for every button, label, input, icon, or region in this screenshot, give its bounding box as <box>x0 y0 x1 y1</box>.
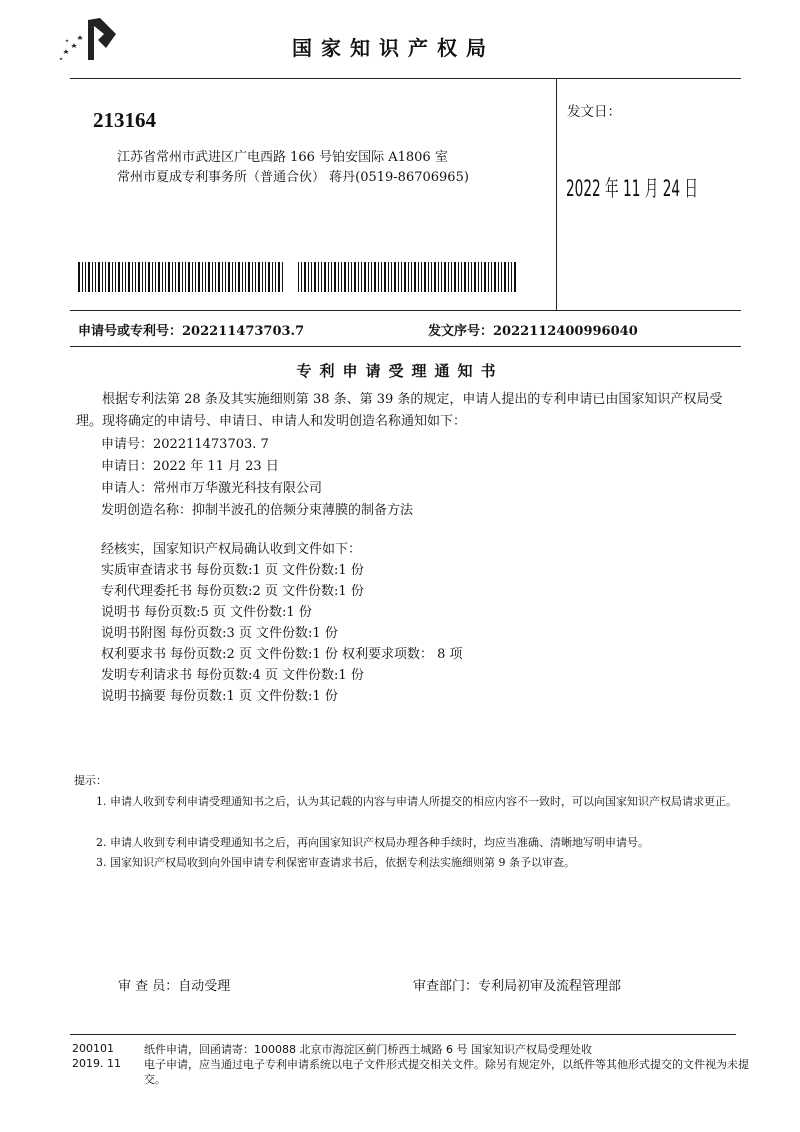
serial-number-value: 2022112400996040 <box>493 324 638 339</box>
tip-item: 3. 国家知识产权局收到向外国申请专利保密审查请求书后，依据专利法实施细则第 9 条予以审查。 <box>96 856 575 869</box>
agency-line: 常州市夏成专利事务所（普通合伙） 蒋丹(0519-86706965) <box>117 170 469 185</box>
list-item: 说明书 每份页数:5 页 文件份数:1 份 <box>101 605 312 620</box>
list-item: 实质审查请求书 每份页数:1 页 文件份数:1 份 <box>101 563 364 578</box>
intro-paragraph: 根据专利法第 28 条及其实施细则第 38 条、第 39 条的规定，申请人提出的专利申请已由国家知识产权局受理。现将确定的申请号、申请日、申请人和发明创造名称通知如下： <box>76 392 723 429</box>
send-date-label: 发文日： <box>567 104 621 120</box>
form-date: 2019. 11 <box>72 1057 121 1070</box>
column-divider <box>556 78 557 310</box>
list-item: 说明书附图 每份页数:3 页 文件份数:1 份 <box>101 626 338 641</box>
barcode-right <box>298 262 518 292</box>
serial-number-row <box>428 320 638 339</box>
received-intro: 经核实，国家知识产权局确认收到文件如下： <box>101 542 362 557</box>
received-documents <box>101 539 463 707</box>
office-name: 国家知识产权局 <box>292 36 495 60</box>
field-invention-title: 发明创造名称：抑制半波孔的倍频分束薄膜的制备方法 <box>101 503 414 518</box>
cnipa-logo <box>58 14 124 64</box>
application-number-label: 申请号或专利号： <box>78 324 183 339</box>
list-item: 权利要求书 每份页数:2 页 文件份数:1 份 权利要求项数： 8 项 <box>101 647 463 662</box>
list-item: 发明专利请求书 每份页数:4 页 文件份数:1 份 <box>101 668 364 683</box>
electronic-submission-note: 电子申请，应当通过电子专利申请系统以电子文件形式提交相关文件。除另有规定外，以纸件等其他形式提交的文件视为未提交。 <box>144 1058 749 1086</box>
address-line: 江苏省常州市武进区广电西路 166 号铂安国际 A1806 室 <box>117 150 448 165</box>
list-item: 专利代理委托书 每份页数:2 页 文件份数:1 份 <box>101 584 364 599</box>
field-applicant: 申请人：常州市万华激光科技有限公司 <box>101 481 323 496</box>
application-number-row <box>78 320 304 339</box>
notice-title: 专利申请受理通知书 <box>296 362 504 380</box>
application-number-value: 202211473703.7 <box>182 324 305 339</box>
footer-rule <box>70 1034 736 1035</box>
tips-label: 提示： <box>74 774 107 787</box>
serial-number-label: 发文序号： <box>428 324 494 339</box>
tip-item: 1. 申请人收到专利申请受理通知书之后，认为其记载的内容与申请人所提交的相应内容不一致时，可以向国家知识产权局请求更正。 <box>96 795 737 808</box>
tip-item: 2. 申请人收到专利申请受理通知书之后，再向国家知识产权局办理各种手续时，均应当准确、清晰地写明申请号。 <box>96 836 649 849</box>
postcode: 213164 <box>93 108 156 132</box>
numbers-rule <box>70 346 741 347</box>
examination-department: 审查部门：专利局初审及流程管理部 <box>413 979 622 994</box>
examiner: 审 查 员：自动受理 <box>118 979 231 994</box>
field-application-number: 申请号：202211473703. 7 <box>101 437 269 452</box>
list-item: 说明书摘要 每份页数:1 页 文件份数:1 份 <box>101 689 338 704</box>
barcode-left <box>78 262 285 292</box>
top-rule <box>70 78 741 79</box>
field-filing-date: 申请日：2022 年 11 月 23 日 <box>101 459 279 474</box>
paper-submission-note: 纸件申请，回函请寄：100088 北京市海淀区蓟门桥西土城路 6 号 国家知识产权局受理处收 <box>144 1043 592 1056</box>
barcode-rule <box>70 310 741 311</box>
form-code: 200101 <box>72 1042 114 1055</box>
send-date-value: 2022 年 11 月 24 日 <box>566 177 699 202</box>
